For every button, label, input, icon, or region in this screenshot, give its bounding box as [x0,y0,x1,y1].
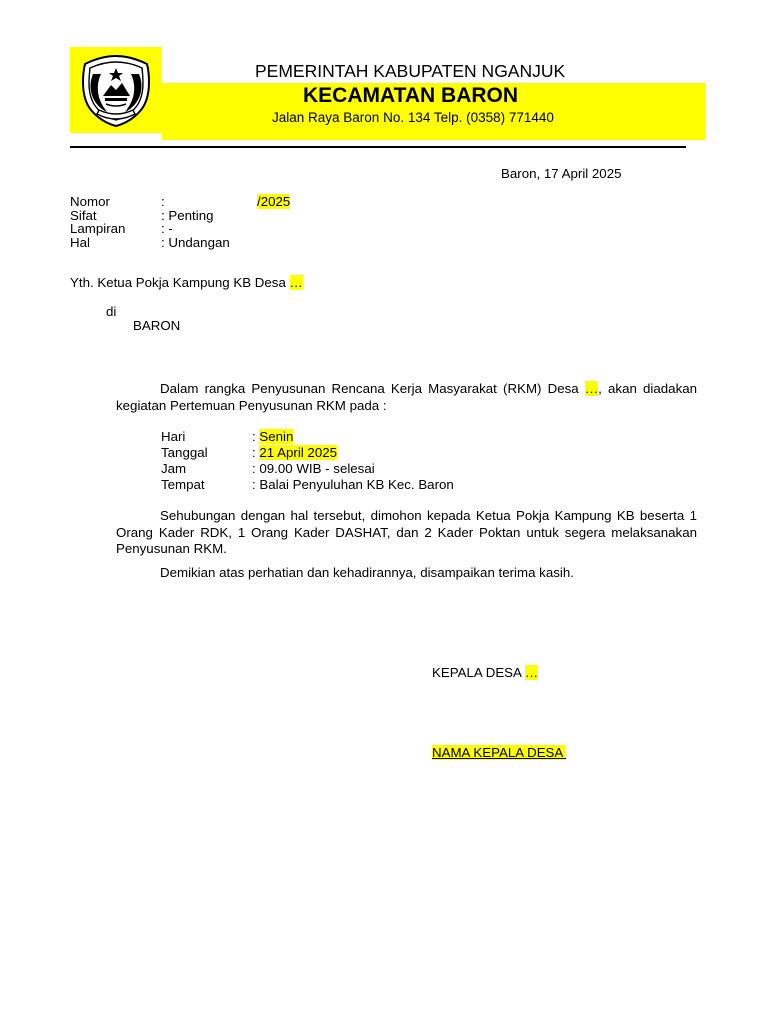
meta-label-lampiran: Lampiran [70,221,126,236]
signature-title [432,665,538,680]
closing-paragraph [116,565,697,582]
logo-area [70,47,162,133]
meta-label-sifat: Sifat [70,208,97,223]
regency-emblem-icon [79,52,153,128]
meta-label-hal: Hal [70,235,90,250]
office-address: Jalan Raya Baron No. 134 Telp. (0358) 771440 [272,110,554,125]
meta-value-hal: : Undangan [161,235,230,250]
schedule-row-tanggal [252,445,337,460]
meta-value-nomor: : [161,194,165,209]
intro-text-continued: , akan diadakan kegiatan Pertemuan Penyusunan RKM pada : [116,381,698,413]
schedule-value-jam: 09.00 WIB - selesai [259,461,375,476]
signatory-name: NAMA KEPALA DESA [432,745,567,760]
recipient-line [70,275,303,290]
closing-text: Demikian atas perhatian dan kehadirannya, disampaikan terima kasih. [160,565,574,580]
recipient-place: BARON [133,318,181,333]
schedule-label-tanggal: Tanggal [161,445,208,460]
schedule-label-jam: Jam [161,461,187,476]
schedule-colon: : [252,445,260,460]
letterhead-divider [70,146,686,148]
signature-title-text: KEPALA DESA [432,665,522,680]
office-name: KECAMATAN BARON [303,84,519,107]
schedule-colon: : [252,477,260,492]
request-text: Sehubungan dengan hal tersebut, dimohon kepada Ketua Pokja Kampung KB beserta 1 Orang Kader RDK, 1 Orang Kader DASHAT, dan 2 Kader Poktan untuk segera melaksanakan Penyusunan RKM. [116,508,697,556]
intro-village-placeholder: … [584,381,599,396]
schedule-value-tanggal: 21 April 2025 [259,445,338,460]
schedule-value-tempat: Balai Penyuluhan KB Kec. Baron [259,477,454,492]
recipient-text: Yth. Ketua Pokja Kampung KB Desa [70,275,286,290]
schedule-row-jam [252,461,375,476]
schedule-row-tempat [252,477,454,492]
meta-value-sifat: : Penting [161,208,214,223]
schedule-label-hari: Hari [161,429,186,444]
signature-village-placeholder: … [524,665,539,680]
meta-label-nomor: Nomor [70,194,110,209]
schedule-colon: : [252,429,260,444]
government-name: PEMERINTAH KABUPATEN NGANJUK [255,61,566,81]
intro-text: Dalam rangka Penyusunan Rencana Kerja Masyarakat (RKM) Desa [160,381,579,396]
schedule-value-hari: Senin [259,429,294,444]
meta-value-lampiran: : - [161,221,173,236]
recipient-village-placeholder: … [289,275,303,290]
schedule-row-hari [252,429,293,444]
letter-number-placeholder: /2025 [257,194,291,209]
request-paragraph [116,508,697,558]
recipient-di: di [106,304,117,319]
schedule-colon: : [252,461,260,476]
intro-paragraph [116,381,697,414]
place-date: Baron, 17 April 2025 [501,166,622,181]
schedule-label-tempat: Tempat [161,477,205,492]
